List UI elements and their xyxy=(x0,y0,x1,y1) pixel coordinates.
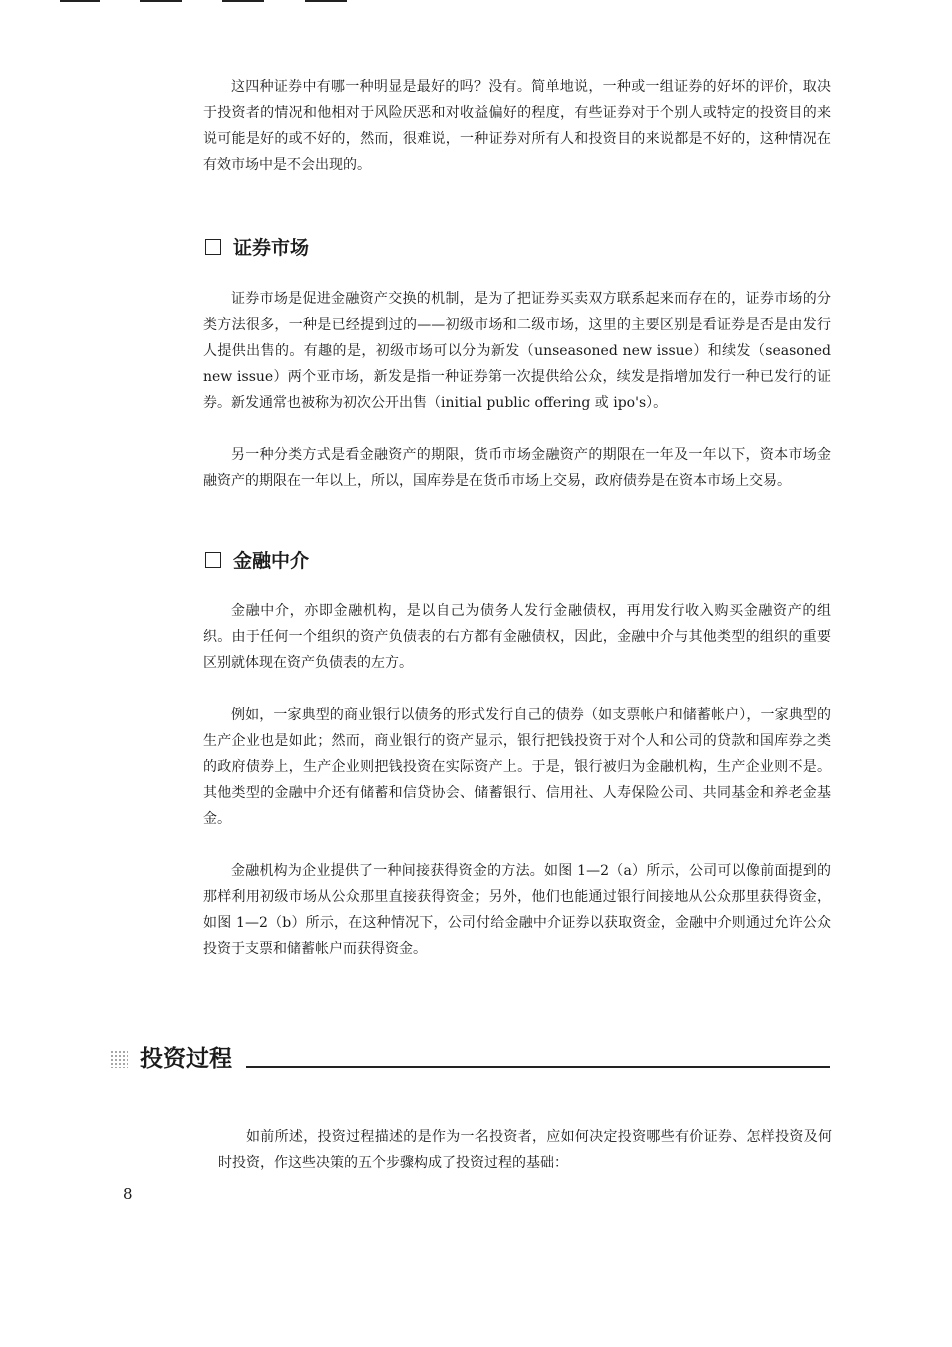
heading-securities-market xyxy=(205,236,309,260)
page-number: 8 xyxy=(123,1185,133,1203)
top-rule-2 xyxy=(140,0,182,2)
paragraph-5: 例如，一家典型的商业银行以债务的形式发行自己的债券（如支票帐户和储蓄帐户），一家典型的生产企业也是如此；然而，商业银行的资产显示，银行把钱投资于对个人和公司的贷款和国库券之类的政府债券上，生产企业则把钱投资在实际资产上。于是，银行被归为金融机构，生产企业则不是。其他类型的金融中介还有储蓄和信贷协会、储蓄银行、信用社、人寿保险公司、共同基金和养老金基金。 xyxy=(203,707,831,827)
dotted-square-icon xyxy=(110,1050,128,1068)
section-title: 投资过程 xyxy=(140,1046,232,1072)
top-rule-3 xyxy=(222,0,264,2)
top-rule-1 xyxy=(60,0,100,2)
paragraph-3: 另一种分类方式是看金融资产的期限，货币市场金融资产的期限在一年及一年以下，资本市场金融资产的期限在一年以上，所以，国库券是在货币市场上交易，政府债券是在资本市场上交易。 xyxy=(203,447,831,489)
paragraph-1: 这四种证券中有哪一种明显是最好的吗？没有。简单地说，一种或一组证券的好坏的评价，取决于投资者的情况和他相对于风险厌恶和对收益偏好的程度，有些证券对于个别人或特定的投资目的来说可能是好的或不好的，然而，很难说，一种证券对所有人和投资目的来说都是不好的，这种情况在有效市场中是不会出现的。 xyxy=(203,79,831,173)
paragraph-6: 金融机构为企业提供了一种间接获得资金的方法。如图 1—2（a）所示，公司可以像前面提到的那样利用初级市场从公众那里直接获得资金；另外，他们也能通过银行间接地从公众那里获得资金，如图 1—2（b）所示，在这种情况下，公司付给金融中介证券以获取资金，金融中介则通过允许公众投资于支票和储蓄帐户而获得资金。 xyxy=(203,863,831,957)
heading-label: 金融中介 xyxy=(233,550,310,572)
paragraph-2: 证券市场是促进金融资产交换的机制，是为了把证券买卖双方联系起来而存在的，证券市场的分类方法很多，一种是已经提到过的——初级市场和二级市场，这里的主要区别是看证券是否是由发行人提供出售的。有趣的是，初级市场可以分为新发（unseasoned new issue）和续发（seasoned new issue）两个亚市场，新发是指一种证券第一次提供给公众，续发是指增加发行一种已发行的证券。新发通常也被称为初次公开出售（initial public offering 或 ipo's）。 xyxy=(203,291,831,411)
checkbox-square-icon xyxy=(205,552,221,568)
section-investment-process xyxy=(110,1040,830,1072)
checkbox-square-icon xyxy=(205,239,221,255)
section-underline xyxy=(246,1066,830,1068)
heading-financial-intermediary xyxy=(205,549,309,573)
heading-label: 证券市场 xyxy=(233,237,310,259)
paragraph-4: 金融中介，亦即金融机构，是以自己为债务人发行金融债权，再用发行收入购买金融资产的组织。由于任何一个组织的资产负债表的右方都有金融债权，因此，金融中介与其他类型的组织的重要区别就体现在资产负债表的左方。 xyxy=(203,603,831,671)
paragraph-7: 如前所述，投资过程描述的是作为一名投资者，应如何决定投资哪些有价证券、怎样投资及何时投资，作这些决策的五个步骤构成了投资过程的基础： xyxy=(218,1129,832,1171)
top-rule-4 xyxy=(305,0,347,2)
